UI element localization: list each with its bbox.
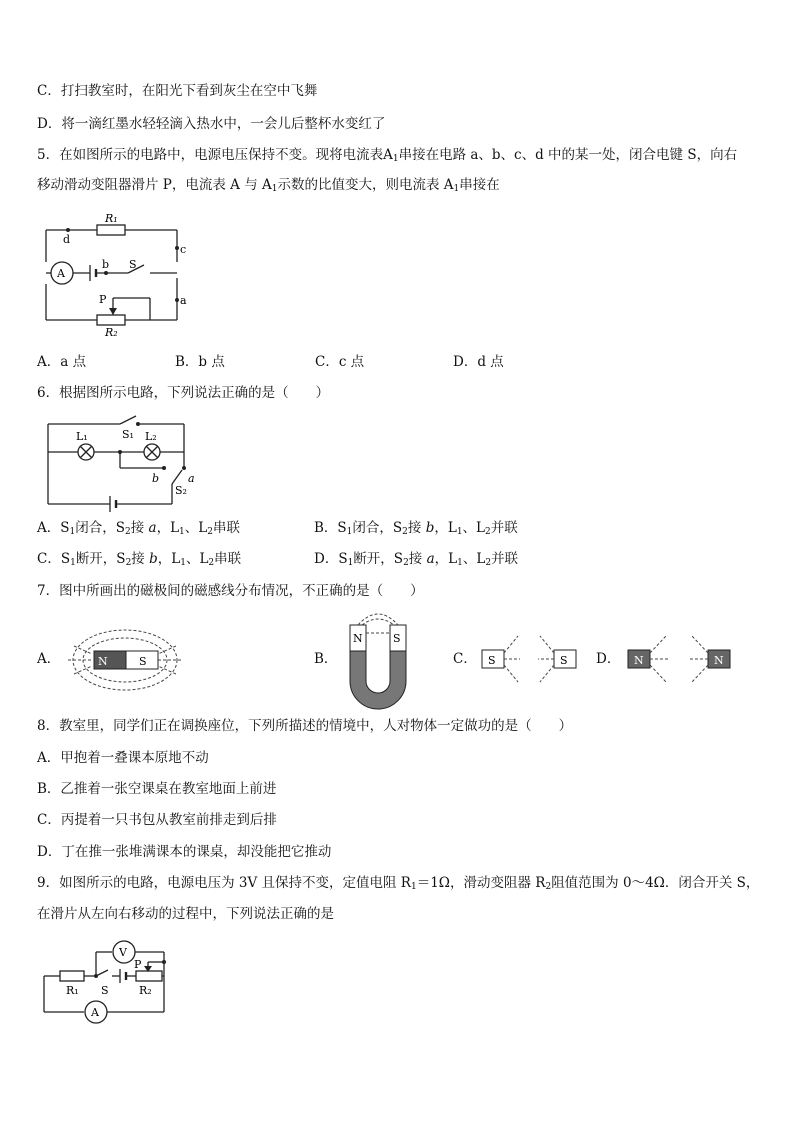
q5-option-b: B．b 点 [175, 354, 225, 370]
contact-b: b [152, 472, 160, 485]
voltmeter-symbol: V [119, 946, 127, 959]
pole-n: N [714, 654, 724, 667]
point-b: b [102, 258, 110, 271]
magnet-field-d [624, 628, 734, 690]
pole-s: S [560, 654, 568, 667]
circuit-diagram-q6 [42, 412, 202, 512]
q8-option-d: D．丁在推一张堆满课本的课桌，却没能把它推动 [37, 844, 332, 860]
pole-s: S [393, 632, 401, 645]
question-5-line2: 移动滑动变阻器滑片 P，电流表 A 与 $A_1$示数的比值变大，则电流表 $A_1$串接在 [37, 177, 500, 194]
ammeter-symbol: A [91, 1006, 99, 1019]
label-l1: L₁ [76, 430, 88, 443]
contact-a: a [188, 472, 195, 485]
label-s2: S₂ [175, 484, 187, 497]
q6-option-d: D．$S_1$断开，$S_2$接 a，$L_1$、$L_2$并联 [314, 551, 519, 568]
label-r2: R₂ [139, 984, 152, 997]
question-9-line2: 在滑片从左向右移动的过程中，下列说法正确的是 [37, 906, 334, 922]
q5-option-d: D．d 点 [453, 354, 504, 370]
pole-n: N [634, 654, 644, 667]
point-a: a [180, 294, 187, 307]
label-slider: P [99, 293, 107, 306]
magnet-field-b [344, 611, 414, 711]
q6-option-c: C．$S_1$断开，$S_2$接 b，$L_1$、$L_2$串联 [37, 551, 242, 568]
q8-option-c: C．丙提着一只书包从教室前排走到后排 [37, 812, 277, 828]
q7-option-b-label: B． [314, 651, 338, 667]
pole-n: N [353, 632, 363, 645]
label-switch: S [101, 984, 109, 997]
magnet-field-c [480, 628, 580, 690]
question-7-text: 7．图中所画出的磁极间的磁感线分布情况，不正确的是（ ） [37, 583, 424, 599]
q7-option-c-label: C． [453, 651, 477, 667]
q7-option-a-label: A． [37, 651, 61, 667]
circuit-diagram-q9 [38, 934, 174, 1026]
pole-s: S [488, 654, 496, 667]
circuit-diagram-q5 [40, 212, 200, 342]
pole-s: S [139, 655, 147, 668]
q7-option-d-label: D． [596, 651, 621, 667]
q8-option-a: A．甲抱着一叠课本原地不动 [37, 750, 209, 766]
pole-n: N [98, 655, 108, 668]
question-8-text: 8．教室里，同学们正在调换座位，下列所描述的情境中，人对物体一定做功的是（ ） [37, 718, 573, 734]
q6-option-a: A．$S_1$闭合，$S_2$接 a，$L_1$、$L_2$串联 [37, 520, 240, 537]
label-r2: R₂ [105, 326, 118, 339]
q5-option-a: A．a 点 [37, 354, 87, 370]
label-switch: S [129, 258, 137, 271]
ammeter-symbol: A [57, 267, 65, 280]
question-5-line1: 5．在如图所示的电路中，电源电压保持不变。现将电流表$A_1$串接在电路 a、b、c、d 中的某一处，闭合电键 S，向右 [37, 147, 738, 164]
label-r1: R₁ [105, 212, 118, 225]
label-slider: P [134, 958, 142, 971]
magnet-field-a [64, 624, 186, 696]
option-c-text: C．打扫教室时，在阳光下看到灰尘在空中飞舞 [37, 83, 318, 99]
label-s1: S₁ [122, 428, 134, 441]
option-d-text: D．将一滴红墨水轻轻滴入热水中，一会儿后整杯水变红了 [37, 116, 386, 132]
q8-option-b: B．乙推着一张空课桌在教室地面上前进 [37, 781, 277, 797]
point-c: c [180, 243, 187, 256]
q6-option-b: B．$S_1$闭合，$S_2$接 b，$L_1$、$L_2$并联 [314, 520, 518, 537]
q5-option-c: C．c 点 [315, 354, 365, 370]
label-r1: R₁ [66, 984, 79, 997]
point-d: d [63, 233, 71, 246]
label-l2: L₂ [145, 430, 157, 443]
question-6-text: 6．根据图所示电路，下列说法正确的是（ ） [37, 385, 330, 401]
question-9-line1: 9．如图所示的电路，电源电压为 3V 且保持不变，定值电阻 $R_1=1\Omega$，滑动变阻器 $R_2$阻值范围为 0～4Ω．闭合开关 S， [37, 875, 760, 892]
